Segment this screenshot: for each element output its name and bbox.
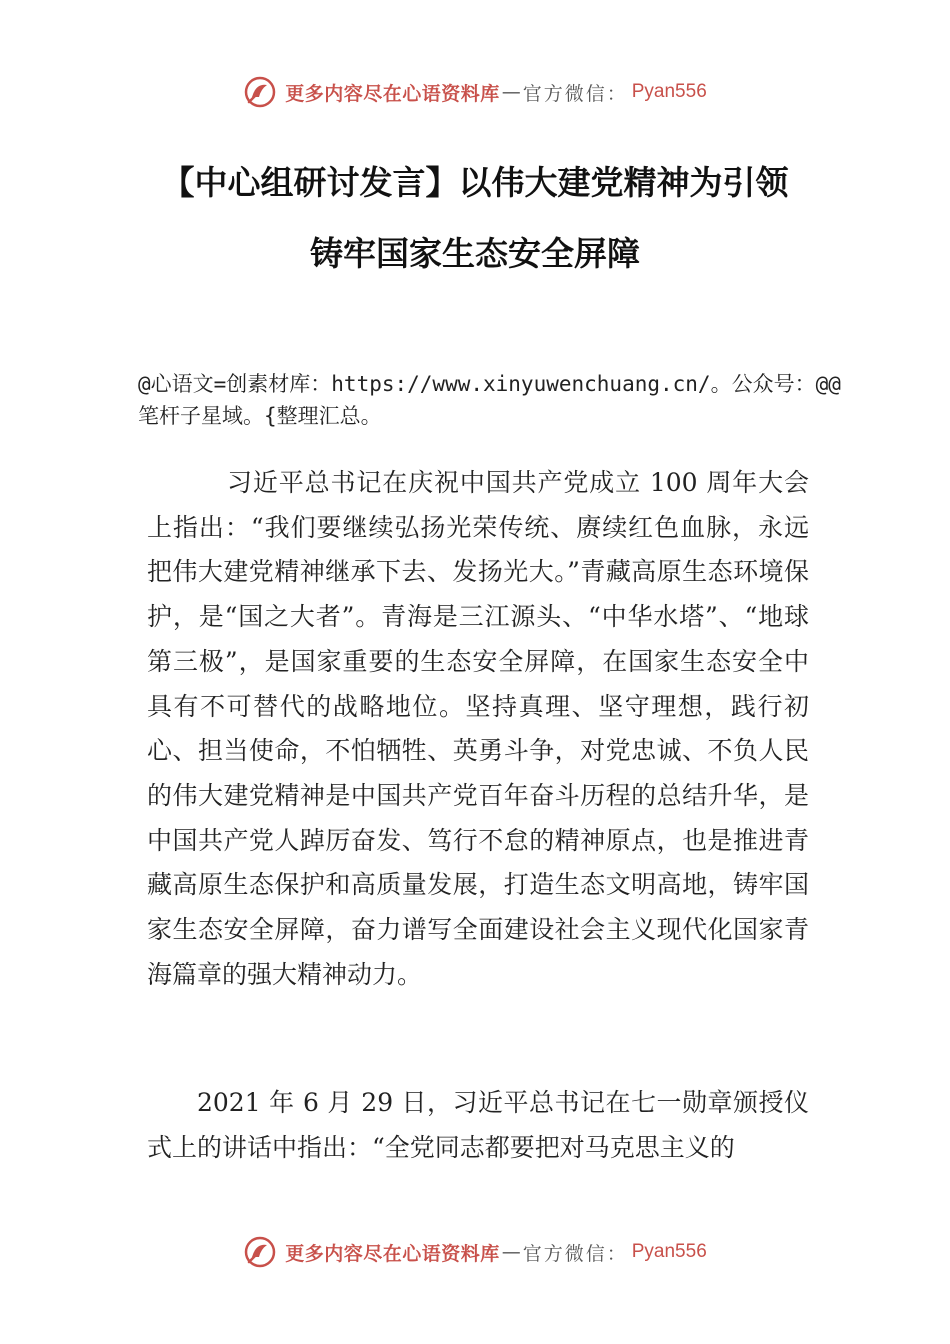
document-title-line-2: 铸牢国家生态安全屏障	[310, 234, 640, 273]
banner-wechat-label: 官方微信：	[522, 82, 628, 105]
banner-separator: —	[501, 81, 521, 103]
document-title-line-1: 【中心组研讨发言】以伟大建党精神为引领	[161, 163, 789, 202]
brand-logo-icon	[243, 1235, 277, 1269]
banner-wechat-label: 官方微信：	[522, 1242, 628, 1265]
body-paragraph-2: 2021 年 6 月 29 日，习近平总书记在七一勋章颁授仪式上的讲话中指出：“全党同志都要把对马克思主义的	[147, 1088, 809, 1162]
brand-logo-icon	[243, 75, 277, 109]
banner-brand-text: 更多内容尽在心语资料库	[285, 82, 500, 105]
footer-watermark-banner	[0, 1232, 950, 1272]
header-watermark-banner	[0, 72, 950, 112]
body-paragraph-1: 习近平总书记在庆祝中国共产党成立 100 周年大会上指出：“我们要继续弘扬光荣传统、赓续红色血脉，永远把伟大建党精神继承下去、发扬光大。”青藏高原生态环境保护，是“国之大者”。青海是三江源头、“中华水塔”、“地球第三极”，是国家重要的生态安全屏障，在国家生态安全中具有不可替代的战略地位。坚持真理、坚守理想，践行初心、担当使命，不怕牺牲、英勇斗争，对党忠诚、不负人民的伟大建党精神是中国共产党百年奋斗历程的总结升华，是中国共产党人踔厉奋发、笃行不怠的精神原点，也是推进青藏高原生态保护和高质量发展，打造生态文明高地，铸牢国家生态安全屏障，奋力谱写全面建设社会主义现代化国家青海篇章的强大精神动力。	[147, 468, 809, 989]
source-note: @心语文=创素材库：https://www.xinyuwenchuang.cn/。公众号：@@笔杆子星域。{整理汇总。	[138, 372, 841, 428]
banner-wechat-id: Pyan556	[631, 1241, 707, 1262]
banner-wechat-id: Pyan556	[631, 81, 707, 102]
banner-separator: —	[501, 1241, 521, 1263]
banner-brand-text: 更多内容尽在心语资料库	[285, 1242, 500, 1265]
